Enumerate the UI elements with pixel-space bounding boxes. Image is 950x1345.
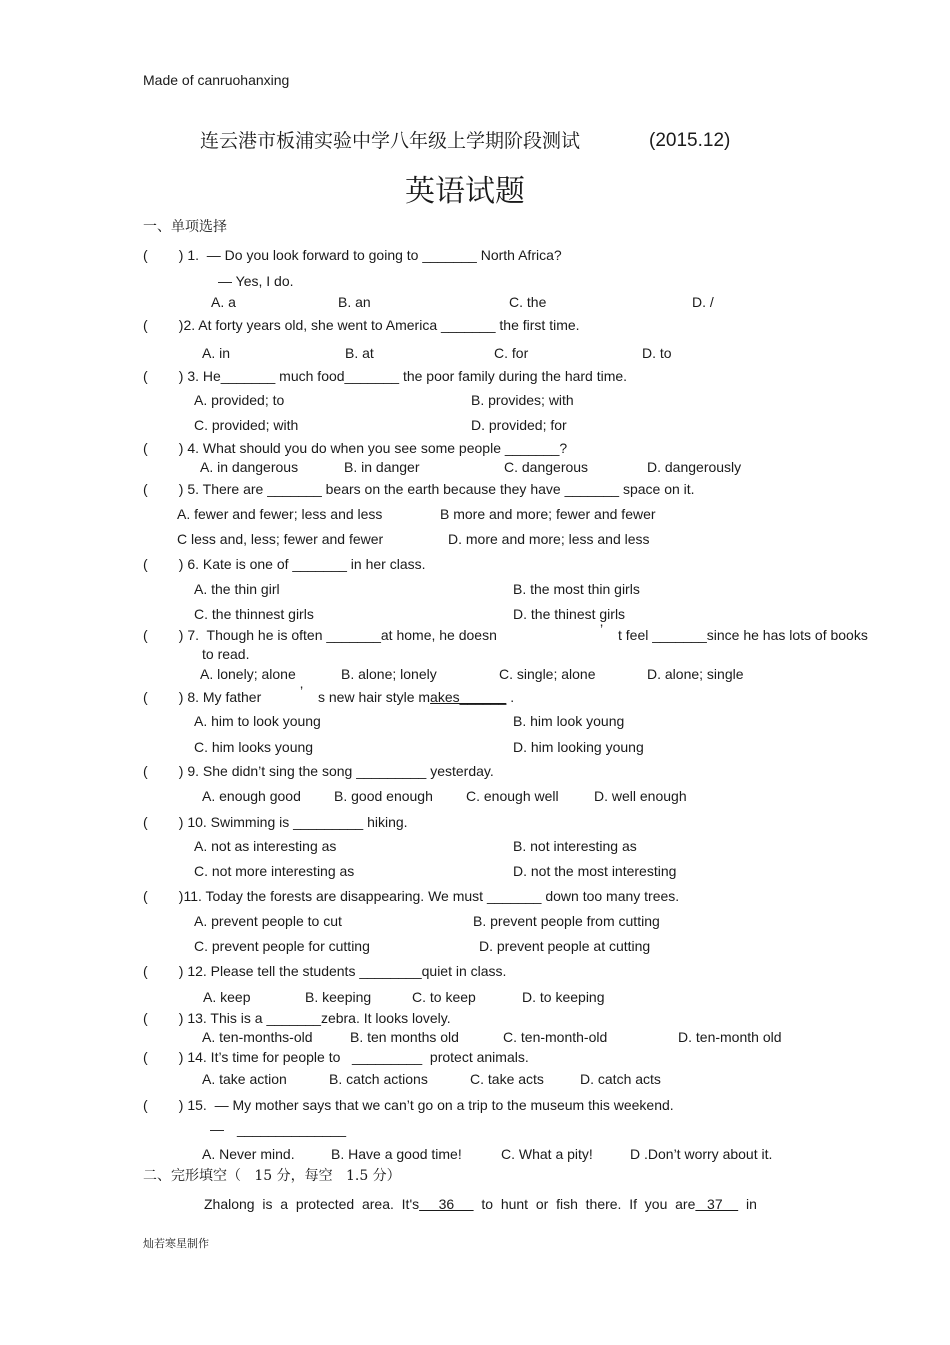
cloze-text-2: to hunt or fish there. If you are [473,1196,696,1212]
q15-option-d: D .Don’t worry about it. [630,1146,773,1162]
q5-option-b: B more and more; fewer and fewer [440,506,656,522]
section2-heading: 二、完形填空（ 15 分，每空 1.5 分） [143,1168,401,1184]
q13-option-c: C. ten-month-old [503,1029,608,1045]
q9-option-a: A. enough good [202,788,301,804]
q10-option-b: B. not interesting as [513,838,637,854]
q9-option-d: D. well enough [594,788,687,804]
q13-option-a: A. ten-months-old [202,1029,313,1045]
q1-option-d: D. / [692,294,714,310]
q10-option-a: A. not as interesting as [194,838,337,854]
q7-apostrophe: ’ [600,621,604,637]
q8-stem-underlined: akes______ [430,689,507,705]
cloze-text-1: Zhalong is a protected area. It's [204,1196,420,1212]
q2-option-c: C. for [494,345,529,361]
q13-stem: ( ) 13. This is a _______zebra. It looks lovely. [143,1010,451,1026]
exam-date: (2015.12) [649,130,731,151]
q9-option-c: C. enough well [466,788,559,804]
q5-option-c: C less and, less; fewer and fewer [177,531,384,547]
q5-option-a: A. fewer and fewer; less and less [177,506,383,522]
made-of-header: Made of canruohanxing [143,72,290,88]
q12-stem: ( ) 12. Please tell the students ________quiet in class. [143,963,507,979]
q7-option-a: A. lonely; alone [200,666,296,682]
q12-option-d: D. to keeping [522,989,605,1005]
cloze-blank-36: 36 [419,1196,474,1212]
q14-option-d: D. catch acts [580,1071,661,1087]
q15-reply-blank: ______________ [237,1121,347,1137]
q3-stem: ( ) 3. He_______ much food_______ the poor family during the hard time. [143,368,628,384]
q7-option-b: B. alone; lonely [341,666,437,682]
q2-option-b: B. at [345,345,374,361]
q9-option-b: B. good enough [334,788,433,804]
q14-stem: ( ) 14. It’s time for people to _________ protect animals. [143,1049,529,1065]
q8-stem-end: . [506,689,515,705]
q13-option-d: D. ten-month old [678,1029,782,1045]
q12-option-b: B. keeping [305,989,372,1005]
q2-option-a: A. in [202,345,231,361]
q10-option-d: D. not the most interesting [513,863,677,879]
q13-option-b: B. ten months old [350,1029,459,1045]
q2-option-d: D. to [642,345,672,361]
q4-option-d: D. dangerously [647,459,742,475]
q1-option-c: C. the [509,294,547,310]
q4-option-b: B. in danger [344,459,420,475]
q9-stem: ( ) 9. She didn’t sing the song _________ yesterday. [143,763,494,779]
q6-stem: ( ) 6. Kate is one of _______ in her class. [143,556,426,572]
q4-option-c: C. dangerous [504,459,589,475]
q8-apostrophe: ’ [300,683,304,699]
q8-option-a: A. him to look young [194,713,321,729]
cloze-text-3: in [738,1196,757,1212]
q4-stem: ( ) 4. What should you do when you see some people _______? [143,440,568,456]
q3-option-d: D. provided; for [471,417,567,433]
q7-stem-part2: t feel _______since he has lots of books [618,627,868,643]
q7-stem-part1: ( ) 7. Though he is often _______at home, he doesn [143,627,497,643]
q15-option-a: A. Never mind. [202,1146,295,1162]
q3-option-a: A. provided; to [194,392,285,408]
section1-heading: 一、单项选择 [143,219,227,235]
q6-option-c: C. the thinnest girls [194,606,314,622]
q14-option-b: B. catch actions [329,1071,428,1087]
q1-option-a: A. a [211,294,236,310]
q11-stem: ( )11. Today the forests are disappearing. We must _______ down too many trees. [143,888,680,904]
q15-option-c: C. What a pity! [501,1146,593,1162]
q8-stem-part1: ( ) 8. My father [143,689,262,705]
cloze-blank-37: 37 [695,1196,739,1212]
q12-option-c: C. to keep [412,989,476,1005]
q5-stem: ( ) 5. There are _______ bears on the earth because they have _______ space on it. [143,481,695,497]
q1-stem: ( ) 1. — Do you look forward to going to _______ North Africa? [143,247,562,263]
q12-option-a: A. keep [203,989,251,1005]
q3-option-c: C. provided; with [194,417,299,433]
q8-option-d: D. him looking young [513,739,644,755]
q2-stem: ( )2. At forty years old, she went to America _______ the first time. [143,317,580,333]
q11-option-a: A. prevent people to cut [194,913,342,929]
q14-option-c: C. take acts [470,1071,544,1087]
q8-stem-text: s new hair style m [318,689,431,705]
q10-option-c: C. not more interesting as [194,863,355,879]
footer-maker: 灿若寒星制作 [143,1237,209,1250]
q7-option-d: D. alone; single [647,666,744,682]
q7-stem-continued: to read. [202,646,250,662]
q7-option-c: C. single; alone [499,666,596,682]
q4-option-a: A. in dangerous [200,459,299,475]
q6-option-b: B. the most thin girls [513,581,640,597]
q6-option-a: A. the thin girl [194,581,280,597]
q14-option-a: A. take action [202,1071,287,1087]
q11-option-d: D. prevent people at cutting [479,938,651,954]
q3-option-b: B. provides; with [471,392,574,408]
q1-option-b: B. an [338,294,371,310]
q11-option-b: B. prevent people from cutting [473,913,660,929]
q8-stem-part2 [318,688,514,706]
q5-option-d: D. more and more; less and less [448,531,650,547]
exam-subject: 英语试题 [405,174,525,209]
q15-option-b: B. Have a good time! [331,1146,462,1162]
q11-option-c: C. prevent people for cutting [194,938,370,954]
q1-reply: — Yes, I do. [218,273,294,289]
q6-option-d: D. the thinest girls [513,606,626,622]
q15-reply-dash: — [210,1121,224,1137]
q8-option-c: C. him looks young [194,739,314,755]
q15-stem: ( ) 15. — My mother says that we can’t go on a trip to the museum this weekend. [143,1097,674,1113]
cloze-paragraph-line1 [204,1195,757,1213]
exam-title: 连云港市板浦实验中学八年级上学期阶段测试 [200,130,581,152]
q10-stem: ( ) 10. Swimming is _________ hiking. [143,814,408,830]
q8-option-b: B. him look young [513,713,625,729]
